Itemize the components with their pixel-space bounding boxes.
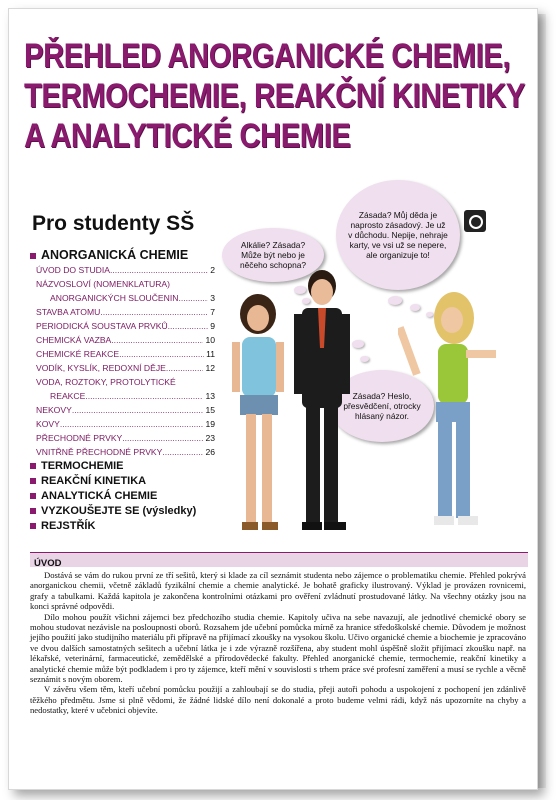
toc-item: NÁZVOSLOVÍ (NOMENKLATURA) [36, 279, 171, 289]
toc-item: REAKCE ..... 13 [30, 389, 215, 403]
thought-bubble-left: Alkálie? Zásada? Může být nebo je něčeho schopna? [222, 228, 324, 282]
toc-item: ANORGANICKÝCH SLOUČENIN ..... 3 [30, 291, 215, 305]
introduction-text [30, 570, 526, 716]
toc-section-anorganicka: ANORGANICKÁ CHEMIE [30, 248, 215, 263]
toc-item: KOVY ..... 19 [30, 417, 215, 431]
publisher-logo-icon [464, 210, 486, 232]
paragraph: Dílo mohou použít všichni zájemci bez předchozího studia chemie. Kapitoly učiva na sebe navazují, ale jednotlivé chemické obory se mohou studovat nezávisle na posloupnosti oborů. Rozsahem jde učební pomůcka mírně za hranice středoškolské chemie. Důvodem je možnost jejího použití jako studijního materiálu při přípravě na přijímací zkoušky na vysokou školu. Učivo organické chemie a biochemie je zpracováno ve dvou dalších samostatných sešitech a učební látka je i zde výrazně rozšířena, aby student mohl úspěšně složit přijímací zkoušku např. na lékařské, veterinární, farmaceutické, zemědělské a přírodovědecké fakulty. Přehled anorganické chemie, termochemie, reakční kinetiky a analytické chemie může být podkladem i pro ty zájemce, kteří mění v souvislosti s trhem práce své profesní zaměření a musí se rychle a věcně seznámit s novým oborem. [30, 611, 526, 685]
square-bullet-icon [30, 478, 36, 484]
paragraph: Dostává se vám do rukou první ze tří sešitů, který si klade za cíl seznámit studenta nebo zájemce o problematiku chemie. Přehled pokrývá anorganickou chemii, včetně základů fyzikální chemie a chemie analytické. Je bohatě graficky ilustrovaný. Výklad je provázen rovnicemi, grafy a tabulkami. Každá kapitola je zakončena kontrolními otázkami pro ověření zvládnutí prostudované látky. Na všechny otázky jsou na konci správné odpovědi. [30, 570, 526, 612]
uvod-heading-bar [30, 552, 528, 567]
toc-section-analyticka: ANALYTICKÁ CHEMIE [30, 489, 215, 504]
table-of-contents [30, 248, 215, 534]
toc-item: NEKOVY ..... 15 [30, 403, 215, 417]
thought-bubble-top: Zásada? Můj děda je naprosto zásadový. Je už v důchodu. Nepije, nehraje karty, ve vsi už se nepere, ale organizuje to! [336, 180, 460, 290]
square-bullet-icon [30, 508, 36, 514]
thought-bubble-middle: Zásada? Heslo, přesvědčení, otrocky hlásaný názor. [330, 370, 434, 442]
title-line-2: TERMOCHEMIE, REAKČNÍ KINETIKY [24, 77, 525, 115]
square-bullet-icon [30, 253, 36, 259]
square-bullet-icon [30, 463, 36, 469]
toc-item: CHEMICKÉ REAKCE ..... 11 [30, 347, 215, 361]
book-title [24, 36, 525, 156]
toc-item: PERIODICKÁ SOUSTAVA PRVKŮ ..... 9 [30, 319, 215, 333]
toc-section-termochemie: TERMOCHEMIE [30, 459, 215, 474]
square-bullet-icon [30, 493, 36, 499]
toc-item: VODA, ROZTOKY, PROTOLYTICKÉ [36, 377, 176, 387]
square-bullet-icon [30, 523, 36, 529]
toc-section-vyzkousejte: VYZKOUŠEJTE SE (výsledky) [30, 504, 215, 519]
subtitle: Pro studenty SŠ [32, 212, 195, 235]
toc-item: ÚVOD DO STUDIA ..... 2 [30, 263, 215, 277]
toc-item: PŘECHODNÉ PRVKY ..... 23 [30, 431, 215, 445]
student-boy-middle-photo [282, 268, 362, 540]
toc-item: STAVBA ATOMU ..... 7 [30, 305, 215, 319]
paragraph: V závěru všem těm, kteří učební pomůcku použijí a zahloubají se do studia, přeji autoři pohodu a uspokojení z pochopení jen zdánlivě těžkého předmětu. Jsme si plně vědomi, že žádné lidské dílo není dokonalé a proto budeme velmi rádi, když nás upozorníte na chyby a nedostatky, které v učebnici objevíte. [30, 684, 526, 716]
toc-item: CHEMICKÁ VAZBA ..... 10 [30, 333, 215, 347]
student-girl-right-photo [398, 290, 508, 540]
uvod-heading: ÚVOD [34, 558, 62, 569]
toc-item: VNITŘNĚ PŘECHODNÉ PRVKY ..... 26 [30, 445, 215, 459]
toc-section-kinetika: REAKČNÍ KINETIKA [30, 474, 215, 489]
title-line-1: PŘEHLED ANORGANICKÉ CHEMIE, [24, 37, 511, 75]
toc-section-rejstrik: REJSTŘÍK [30, 519, 215, 534]
toc-item: VODÍK, KYSLÍK, REDOXNÍ DĚJE ..... 12 [30, 361, 215, 375]
title-line-3: A ANALYTICKÉ CHEMIE [24, 117, 351, 155]
